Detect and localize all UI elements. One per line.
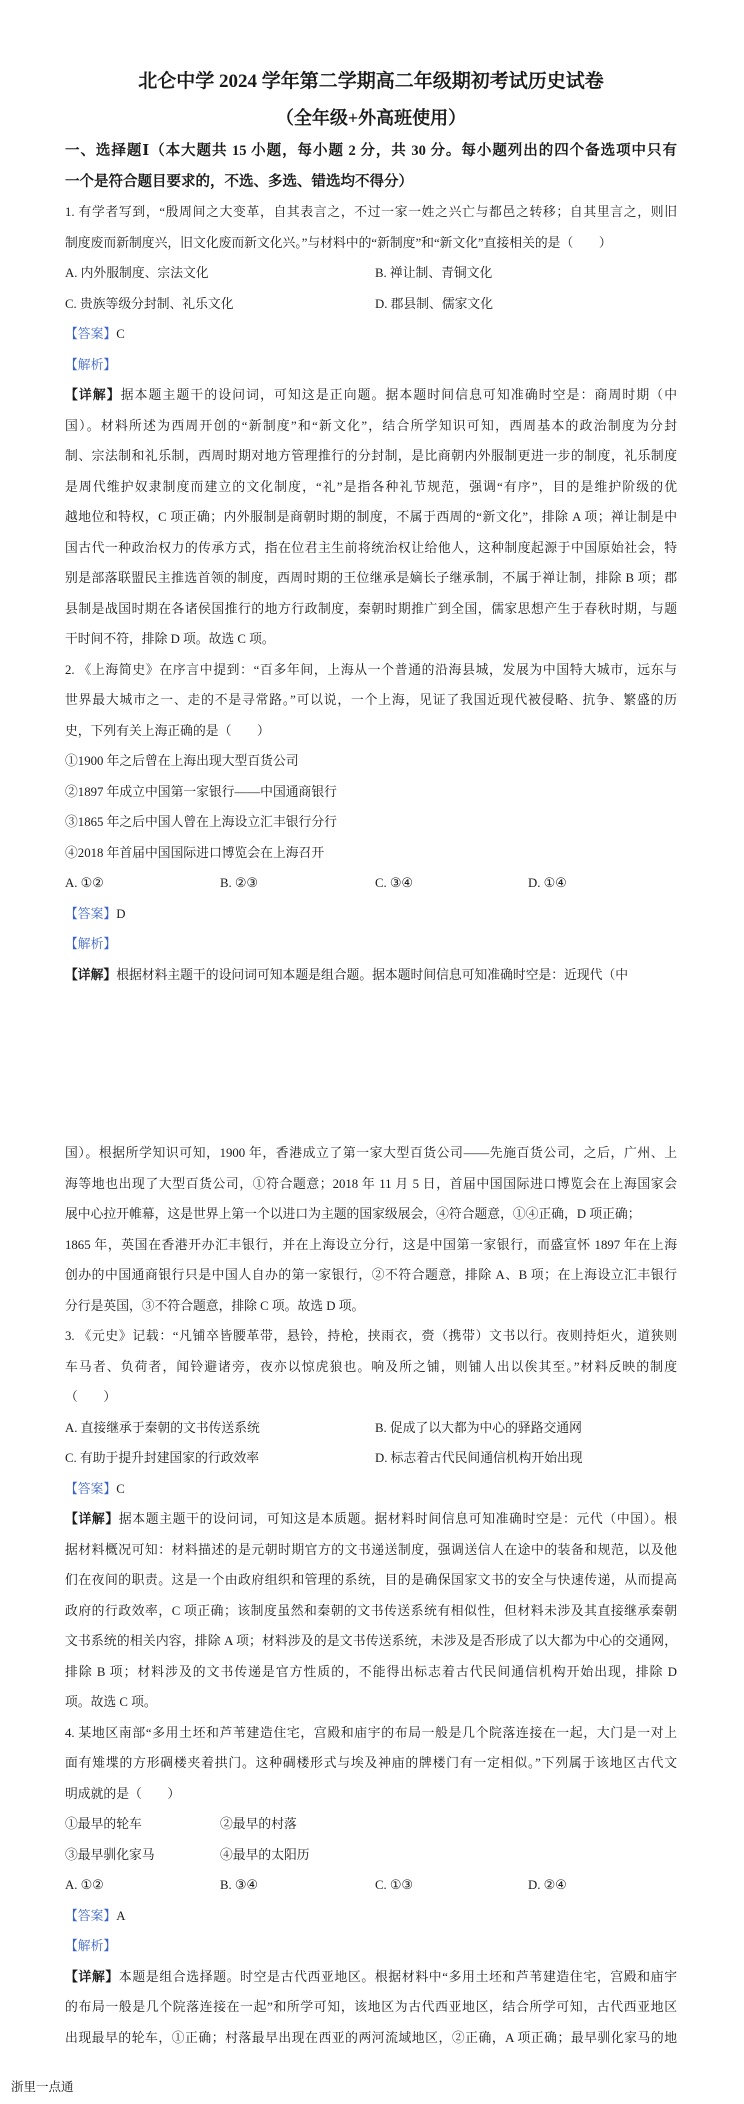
analysis-line bbox=[65, 929, 677, 960]
options-row bbox=[65, 289, 677, 320]
analysis-line bbox=[65, 350, 677, 381]
option-b: B. ②③ bbox=[220, 876, 258, 890]
detail-line: 县制是战国时期在各诸侯国推行的地方行政制度，秦朝时期推广到全国，儒家思想产生于春秋时期，与题 bbox=[65, 601, 677, 616]
detail-text: 据本题主题干的设问词，可知这是本质题。据材料时间信息可知准确时空是：元代（中国）。根 bbox=[118, 1512, 678, 1526]
question-stem-line: 4. 某地区南部“多用土坯和芦苇建造住宅，宫殿和庙宇的布局一般是几个院落连接在一起，大门是一对上 bbox=[65, 1725, 677, 1740]
question-4 bbox=[65, 1718, 677, 2054]
detail-line: 别是部落联盟民主推选首领的制度，西周时期的王位继承是嫡长子继承制，不属于禅让制，排除 B 项；郡 bbox=[65, 571, 677, 585]
options-row bbox=[65, 258, 677, 289]
section-heading-line: 一、选择题Ⅰ（本大题共 15 小题，每小题 2 分，共 30 分。每小题列出的四个备选项中只有 bbox=[65, 143, 677, 159]
option-b: B. ③④ bbox=[220, 1878, 258, 1892]
detail-tag: 【详解】 bbox=[65, 967, 117, 982]
answer-value: C bbox=[116, 1481, 125, 1496]
question-stem-line: 车马者、负荷者，闻铃避诸旁，夜亦以惊虎狼也。响及所之铺，则铺人出以俟其至。”材料反映的制度 bbox=[65, 1359, 677, 1374]
option-b: B. 禅让制、青铜文化 bbox=[375, 266, 493, 280]
detail-line: 1865 年，英国在香港开办汇丰银行，并在上海设立分行，这是中国第一家银行，而盛宣怀 1897 年在上海 bbox=[65, 1237, 677, 1252]
analysis-tag: 【解析】 bbox=[65, 1939, 117, 1953]
question-2 bbox=[65, 655, 677, 1322]
detail-line: 创办的中国通商银行只是中国人自办的第一家银行，②不符合题意，排除 A、B 项；在上海设立汇丰银行 bbox=[65, 1268, 677, 1282]
detail-line bbox=[65, 1504, 677, 1535]
detail-line: 出现最早的轮车，①正确；村落最早出现在西亚的两河流域地区，②正确，A 项正确；最早驯化家马的地 bbox=[65, 2030, 677, 2045]
answer-tag: 【答案】 bbox=[65, 906, 117, 921]
answer-value: A bbox=[116, 1908, 126, 1923]
option-d: D. ②④ bbox=[528, 1878, 567, 1892]
option-c: C. 贵族等级分封制、礼乐文化 bbox=[65, 296, 234, 311]
detail-line: 制、宗法制和礼乐制，西周时期对地方管理推行的分封制，是比商朝内外服制更进一步的制度，礼乐制度 bbox=[65, 449, 677, 463]
options-row bbox=[65, 1870, 677, 1901]
analysis-line bbox=[65, 1931, 677, 1962]
detail-text: 本题是组合选择题。时空是古代西亚地区。根据材料中“多用土坯和芦苇建造住宅，宫殿和庙宇 bbox=[118, 1969, 678, 1984]
page-title: 北仑中学 2024 学年第二学期高二年级期初考试历史试卷 bbox=[138, 71, 604, 92]
option-b: B. 促成了以大都为中心的驿路交通网 bbox=[375, 1420, 582, 1435]
option-c: C. ①③ bbox=[375, 1878, 413, 1892]
option-d: D. 标志着古代民间通信机构开始出现 bbox=[375, 1451, 583, 1465]
statement-row bbox=[65, 1809, 677, 1840]
detail-line: 们在夜间的职责。这是一个由政府组织和管理的系统，目的是确保国家文书的安全与快速传递，从而提高 bbox=[65, 1573, 677, 1587]
detail-text: 根据材料主题干的设问词可知本题是组合题。据本题时间信息可知准确时空是：近现代（中 bbox=[116, 967, 629, 982]
options-row bbox=[65, 1443, 677, 1474]
detail-line: 国古代一种政治权力的传承方式，指在位君主生前将统治权让给他人，这种制度起源于中国原始社会，特 bbox=[65, 540, 677, 555]
question-stem-line: 面有雉堞的方形碉楼夹着拱门。这种碉楼形式与埃及神庙的牌楼门有一定相似。”下列属于该地区古代文 bbox=[65, 1756, 677, 1770]
footer-brand: 浙里一点通 bbox=[11, 2080, 74, 2094]
detail-line: 展中心拉开帷幕，这是世界上第一个以进口为主题的国家级展会，④符合题意，①④正确，D 项正确； bbox=[65, 1207, 641, 1221]
statement-item: ①最早的轮车 bbox=[65, 1817, 142, 1831]
statement-item: ②1897 年成立中国第一家银行——中国通商银行 bbox=[65, 784, 337, 799]
option-c: C. 有助于提升封建国家的行政效率 bbox=[65, 1451, 260, 1465]
question-stem-line: 1. 有学者写到，“殷周间之大变革，自其表言之，不过一家一姓之兴亡与都邑之转移；自其里言之，则旧 bbox=[65, 205, 677, 219]
detail-line: 的布局一般是几个院落连接在一起”和所学可知，该地区为古代西亚地区，结合所学可知，古代西亚地区 bbox=[65, 2000, 677, 2014]
detail-line: 文书系统的相关内容，排除 A 项；材料涉及的是文书传送系统，未涉及是否形成了以大都为中心的交通网， bbox=[65, 1634, 677, 1648]
statement-item: ④最早的太阳历 bbox=[220, 1847, 310, 1862]
analysis-tag: 【解析】 bbox=[65, 357, 117, 372]
statement-row bbox=[65, 1840, 677, 1871]
detail-line: 据材料概况可知：材料描述的是元朝时期官方的文书递送制度，强调送信人在途中的装备和规范，以及他 bbox=[65, 1542, 677, 1557]
detail-line bbox=[65, 380, 677, 411]
statement-item: ③最早驯化家马 bbox=[65, 1847, 155, 1862]
question-stem-line: 3. 《元史》记载：“凡铺卒皆腰革带，悬铃，持枪，挟雨衣，赍（携带）文书以行。夜则持炬火，道狭则 bbox=[65, 1329, 677, 1343]
detail-line: 干时间不符，排除 D 项。故选 C 项。 bbox=[65, 632, 275, 646]
document-body bbox=[65, 64, 677, 2053]
analysis-tag: 【解析】 bbox=[65, 937, 117, 951]
statement-item: ④2018 年首届中国国际进口博览会在上海召开 bbox=[65, 845, 325, 860]
statement-item: ②最早的村落 bbox=[220, 1817, 297, 1831]
detail-line: 国）。根据所学知识可知，1900 年，香港成立了第一家大型百货公司——先施百货公司，之后，广州、上 bbox=[65, 1146, 677, 1160]
detail-line: 越地位和特权，C 项正确；内外服制是商朝时期的制度，不属于西周的“新文化”，排除 A 项；禅让制是中 bbox=[65, 510, 677, 524]
detail-tag: 【详解】 bbox=[65, 1969, 119, 1984]
statement-item: ③1865 年之后中国人曾在上海设立汇丰银行分行 bbox=[65, 815, 337, 829]
question-3 bbox=[65, 1321, 677, 1718]
detail-line: 排除 B 项；材料涉及的文书传递是官方性质的，不能得出标志着古代民间通信机构开始出现，排除 D bbox=[65, 1664, 677, 1679]
detail-line bbox=[65, 960, 677, 991]
section-heading bbox=[65, 136, 677, 197]
detail-line: 国）。材料所述为西周开创的“新制度”和“新文化”，结合所学知识可知，西周基本的政治制度为分封 bbox=[65, 418, 677, 433]
option-d: D. 郡县制、儒家文化 bbox=[375, 296, 494, 311]
detail-line: 是周代维护奴隶制度而建立的文化制度，“礼”是指各种礼节规范，强调“有序”，目的是维护阶级的优 bbox=[65, 479, 677, 494]
detail-line: 政府的行政效率，C 项正确；该制度虽然和秦朝的文书传送系统有相似性，但材料未涉及其直接继承秦朝 bbox=[65, 1603, 677, 1618]
options-row bbox=[65, 868, 677, 899]
option-a: A. ①② bbox=[65, 876, 104, 890]
question-1 bbox=[65, 197, 677, 655]
question-stem-line: 史，下列有关上海正确的是（ ） bbox=[65, 723, 270, 738]
answer-line bbox=[65, 319, 677, 350]
question-stem-line: 世界最大城市之一、走的不是寻常路。”可以说，一个上海，见证了我国近现代被侵略、抗争、繁盛的历 bbox=[65, 693, 677, 707]
option-a: A. 内外服制度、宗法文化 bbox=[65, 266, 209, 280]
detail-tag: 【详解】 bbox=[65, 388, 121, 402]
question-stem-line: 2. 《上海简史》在序言中提到：“百多年间，上海从一个普通的沿海县城，发展为中国特大城市，远东与 bbox=[65, 662, 677, 677]
detail-text: 据本题主题干的设问词，可知这是正向题。据本题时间信息可知准确时空是：商周时期（中 bbox=[120, 388, 678, 402]
answer-tag: 【答案】 bbox=[65, 1481, 117, 1496]
answer-value: C bbox=[116, 327, 125, 341]
detail-line: 项。故选 C 项。 bbox=[65, 1695, 157, 1709]
page-break-gap bbox=[65, 990, 677, 1138]
question-stem-line: 制度废而新制度兴，旧文化废而新文化兴。”与材料中的“新制度”和“新文化”直接相关的是（ ） bbox=[65, 235, 612, 250]
detail-line: 海等地也出现了大型百货公司，①符合题意；2018 年 11 月 5 日，首届中国国际进口博览会在上海国家会 bbox=[65, 1176, 677, 1191]
answer-line bbox=[65, 1901, 677, 1932]
answer-line bbox=[65, 1474, 677, 1505]
detail-line bbox=[65, 1962, 677, 1993]
option-a: A. ①② bbox=[65, 1878, 104, 1892]
question-stem-line: 明成就的是（ ） bbox=[65, 1786, 181, 1801]
answer-value: D bbox=[116, 906, 126, 921]
answer-tag: 【答案】 bbox=[65, 327, 117, 341]
answer-line bbox=[65, 899, 677, 930]
question-stem-line: （ ） bbox=[65, 1390, 117, 1404]
option-a: A. 直接继承于秦朝的文书传送系统 bbox=[65, 1420, 260, 1435]
answer-tag: 【答案】 bbox=[65, 1908, 117, 1923]
detail-line: 分行是英国，③不符合题意，排除 C 项。故选 D 项。 bbox=[65, 1298, 365, 1313]
statement-item: ①1900 年之后曾在上海出现大型百货公司 bbox=[65, 754, 299, 768]
option-d: D. ①④ bbox=[528, 876, 567, 890]
option-c: C. ③④ bbox=[375, 876, 413, 890]
page-subtitle: （全年级+外高班使用） bbox=[275, 108, 467, 128]
section-heading-line: 一个是符合题目要求的，不选、多选、错选均不得分） bbox=[65, 173, 413, 190]
options-row bbox=[65, 1413, 677, 1444]
detail-tag: 【详解】 bbox=[65, 1512, 119, 1526]
